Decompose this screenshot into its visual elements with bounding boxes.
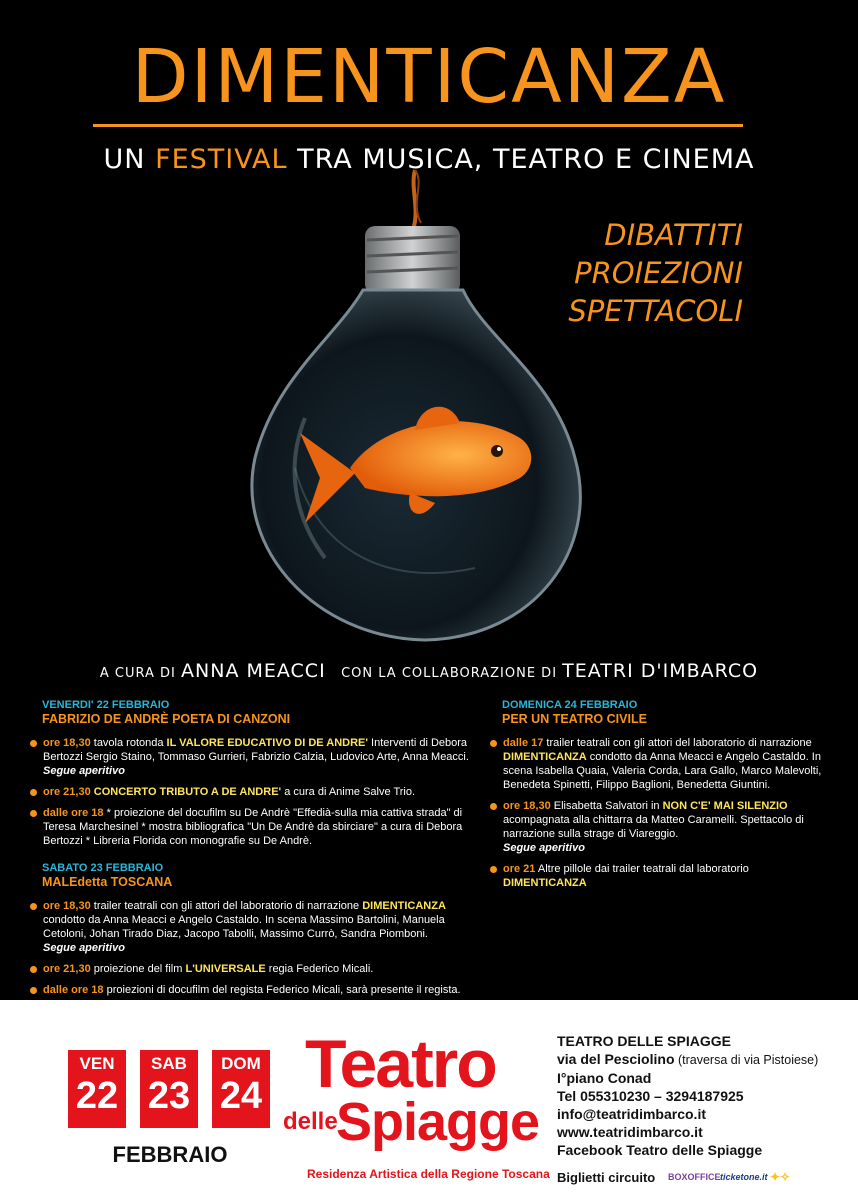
date-badge-sab: SAB 23 (140, 1050, 198, 1128)
festival-title: DIMENTICANZA (131, 34, 727, 120)
event-item: ore 18,30 Elisabetta Salvatori in NON C'E' MAI SILENZIO acompagnata alla chittarra da Matteo Caramelli. Spettacolo di narrazione sulla strage di Viareggio. Segue aperitivo (490, 799, 835, 855)
date-badge-ven: VEN 22 (68, 1050, 126, 1128)
logo-teatro: Teatro (305, 1026, 496, 1102)
program-right-column (490, 698, 835, 897)
logo-delle: delle (283, 1108, 338, 1135)
event-item: ore 21,30 proiezione del film L'UNIVERSALE regia Federico Micali. (30, 962, 490, 976)
venue-website[interactable]: www.teatridimbarco.it (557, 1124, 703, 1140)
footer-bar (0, 1000, 858, 1200)
credits-line: A CURA DI ANNA MEACCI CON LA COLLABORAZIONE DI TEATRI D'IMBARCO (99, 660, 759, 682)
program-left-column (30, 698, 490, 1004)
event-item: ore 21 Altre pillole dai trailer teatrali dal laboratorio DIMENTICANZA (490, 862, 835, 890)
venue-name: TEATRO DELLE SPIAGGE (557, 1033, 731, 1049)
logo-spiagge: Spiagge (336, 1092, 540, 1152)
collaborator-name: TEATRI D'IMBARCO (562, 660, 759, 682)
curator-name: ANNA MEACCI (181, 660, 326, 682)
event-item: dalle ore 18 * proiezione del docufilm su De Andrè "Effedià-sulla mia cattiva strada" di Teresa Marchesinel * mostra bibliografica "Un De Andrè da sbirciare" a cura di Debora Bertozzi * Libreria Florida con monografie su De Andrè. (30, 806, 490, 848)
event-item: dalle 17 trailer teatrali con gli attori del laboratorio di narrazione DIMENTICANZA condotto da Anna Meacci e Angelo Castaldo. In scena Isabella Quaia, Valeria Corda, Lara Gallo, Marco Malevolti, Benedeta Spinetti, Filippo Baglioni, Benedetta Giuntini. (490, 736, 835, 792)
month-label: FEBBRAIO (112, 1142, 228, 1167)
venue-floor: I°piano Conad (557, 1070, 652, 1086)
tickets-label: Biglietti circuito (557, 1170, 656, 1185)
day-title-sunday: PER UN TEATRO CIVILE (502, 712, 647, 726)
day-title-saturday: MALEdetta TOSCANA (42, 875, 173, 889)
day-date-friday: VENERDI' 22 FEBBRAIO (42, 699, 170, 711)
event-item: dalle ore 18 proiezioni di docufilm del regista Federico Micali, sarà presente il regista. (30, 983, 490, 997)
lightbulb-fish-illustration (235, 168, 595, 648)
ticketone-logo: ticketone.it (720, 1172, 768, 1182)
boxoffice-logo: BOXOFFICE (668, 1172, 721, 1182)
event-item: ore 18,30 tavola rotonda IL VALORE EDUCATIVO DI DE ANDRE' Interventi di Debora Bertozzi Sergio Staino, Tommaso Gurrieri, Fabrizio Calzia, Ludovico Arte, Anna Meacci. Segue aperitivo (30, 736, 490, 778)
day-date-sunday: DOMENICA 24 FEBBRAIO (502, 699, 638, 711)
festival-subtitle: UN FESTIVAL TRA MUSICA, TEATRO E CINEMA (103, 144, 755, 175)
day-title-friday: FABRIZIO DE ANDRÈ POETA DI CANZONI (42, 712, 291, 726)
logo-residenza: Residenza Artistica della Regione Toscana (307, 1167, 550, 1181)
venue-tel: Tel 055310230 – 3294187925 (557, 1088, 744, 1104)
date-badge-dom: DOM 24 (212, 1050, 270, 1128)
event-item: ore 18,30 trailer teatrali con gli attori del laboratorio di narrazione DIMENTICANZA condotto da Anna Meacci e Angelo Castaldo. In scena Massimo Bartolini, Manuela Cetoloni, Johan Tirado Diaz, Jacopo Tabolli, Massimo Currò, Sandra Piomboni. Segue aperitivo (30, 899, 490, 955)
event-item: ore 21,30 CONCERTO TRIBUTO A DE ANDRE' a cura di Anime Salve Trio. (30, 785, 490, 799)
highlight-item-spettacoli: SPETTACOLI (568, 294, 743, 328)
sparkle-icon: ✦✧ (770, 1170, 791, 1184)
venue-contact (557, 1032, 818, 1159)
venue-email[interactable]: info@teatridimbarco.it (557, 1106, 706, 1122)
title-underline (93, 124, 743, 127)
highlight-item-proiezioni: PROIEZIONI (574, 256, 743, 290)
subtitle-highlight: FESTIVAL (155, 144, 288, 175)
highlight-item-dibattiti: DIBATTITI (604, 218, 743, 252)
venue-address: via del Pesciolino (traversa di via Pistoiese) (557, 1051, 819, 1067)
highlights-list (568, 216, 743, 330)
venue-facebook[interactable]: Facebook Teatro delle Spiagge (557, 1142, 763, 1158)
day-date-saturday: SABATO 23 FEBBRAIO (42, 862, 164, 874)
